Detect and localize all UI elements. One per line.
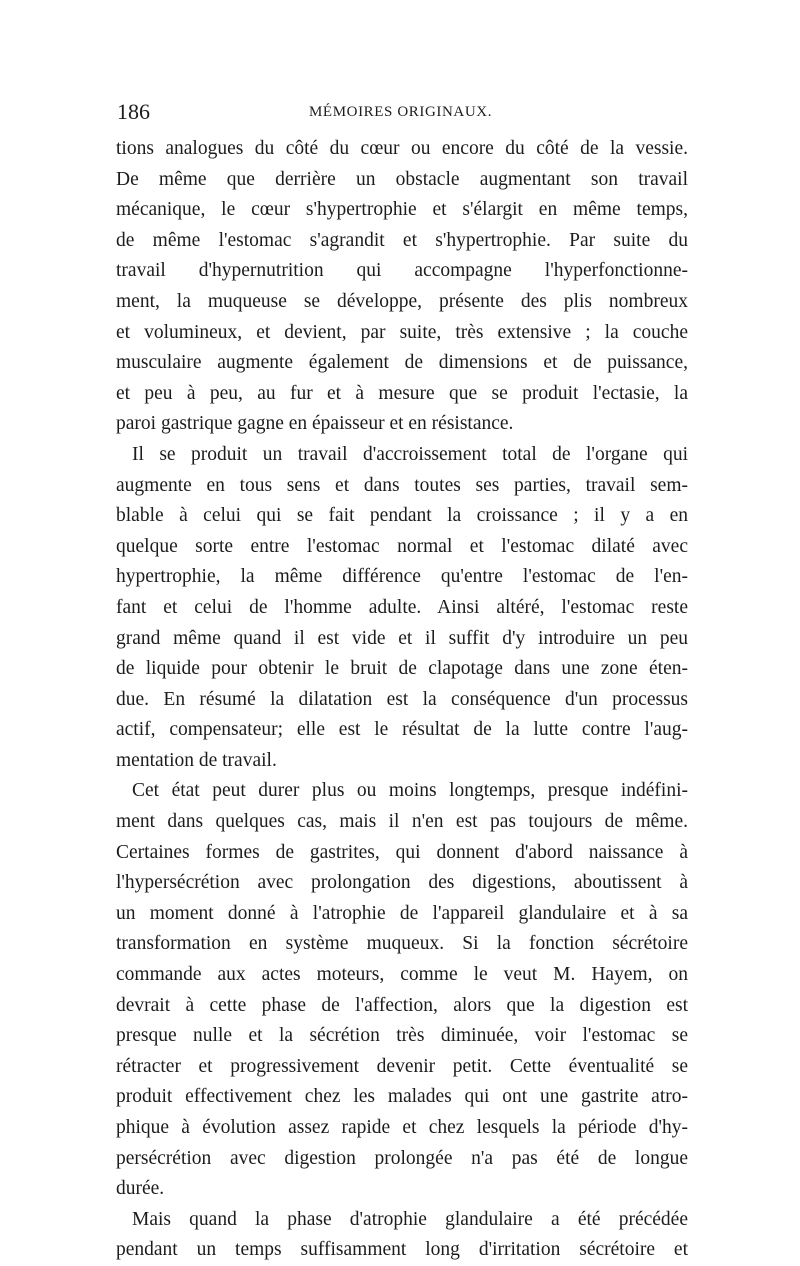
text-line: persécrétion avec digestion prolongée n'a pas été de longue [116,1147,688,1169]
text-line: hypertrophie, la même différence qu'entre l'estomac de l'en- [116,566,688,588]
text-line: produit effectivement chez les malades qui ont une gastrite atro- [116,1086,688,1108]
text-line: commande aux actes moteurs, comme le veut M. Hayem, on [116,964,688,986]
text-line: augmente en tous sens et dans toutes ses parties, travail sem- [116,474,688,496]
text-line: de liquide pour obtenir le bruit de clapotage dans une zone éten- [116,658,688,680]
text-line: de même l'estomac s'agrandit et s'hypertrophie. Par suite du [116,229,688,251]
running-title: MÉMOIRES ORIGINAUX. [309,104,493,120]
text-line: ment dans quelques cas, mais il n'en est pas toujours de même. [116,811,688,833]
text-line: travail d'hypernutrition qui accompagne l'hyperfonctionne- [116,260,688,282]
page-number: 186 [117,99,150,124]
text-line: transformation en système muqueux. Si la fonction sécrétoire [116,933,688,955]
text-line: devrait à cette phase de l'affection, alors que la digestion est [116,994,688,1016]
text-line: De même que derrière un obstacle augmentant son travail [116,168,688,190]
text-line: et volumineux, et devient, par suite, très extensive ; la couche [116,321,688,343]
text-line: mentation de travail. [116,749,277,771]
text-line: presque nulle et la sécrétion très diminuée, voir l'estomac se [116,1025,688,1047]
text-line: un moment donné à l'atrophie de l'appareil glandulaire et à sa [116,902,688,924]
text-line: Certaines formes de gastrites, qui donnent d'abord naissance à [116,841,688,863]
text-line: rétracter et progressivement devenir petit. Cette éventualité se [116,1055,688,1077]
text-line: phique à évolution assez rapide et chez lesquels la période d'hy- [116,1117,688,1138]
text-line: musculaire augmente également de dimensions et de puissance, [116,352,688,374]
text-line: fant et celui de l'homme adulte. Ainsi altéré, l'estomac reste [116,596,688,618]
text-line: due. En résumé la dilatation est la conséquence d'un processus [116,688,688,710]
text-line: durée. [116,1178,165,1200]
text-line: actif, compensateur; elle est le résultat de la lutte contre l'aug- [116,719,688,741]
text-line: pendant un temps suffisamment long d'irritation sécrétoire et [116,1239,688,1261]
text-line: tions analogues du côté du cœur ou encore du côté de la vessie. [116,138,688,159]
text-line: quelque sorte entre l'estomac normal et l'estomac dilaté avec [116,535,688,557]
text-line: l'hypersécrétion avec prolongation des digestions, aboutissent à [116,872,688,894]
body-text [116,134,688,1266]
page-header [117,98,689,126]
text-line: grand même quand il est vide et il suffit d'y introduire un peu [116,627,688,649]
text-line: Il se produit un travail d'accroissement total de l'organe qui [132,443,688,465]
text-line: ment, la muqueuse se développe, présente des plis nombreux [116,290,688,312]
text-line: et peu à peu, au fur et à mesure que se produit l'ectasie, la [116,382,688,404]
text-line: paroi gastrique gagne en épaisseur et en résistance. [116,413,514,435]
text-line: Mais quand la phase d'atrophie glandulaire a été précédée [132,1208,688,1230]
text-line: mécanique, le cœur s'hypertrophie et s'élargit en même temps, [116,199,688,221]
text-line: blable à celui qui se fait pendant la croissance ; il y a en [116,505,688,527]
text-line: Cet état peut durer plus ou moins longtemps, presque indéfini- [132,780,688,802]
